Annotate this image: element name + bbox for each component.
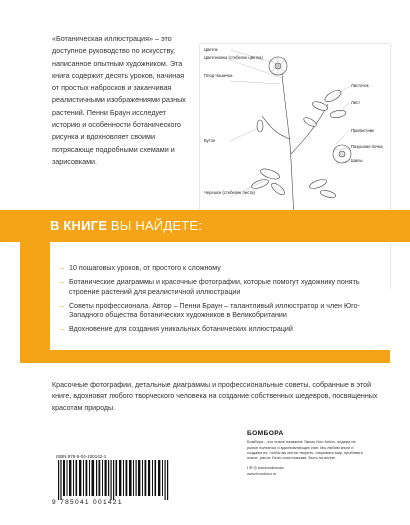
- barcode-icon: [52, 460, 180, 500]
- leaf: [323, 88, 343, 104]
- section-title-rest: ВЫ НАЙДЕТЕ:: [110, 218, 203, 233]
- bud: [257, 120, 263, 132]
- section-title: [50, 218, 202, 233]
- label-stipule: Прилистник: [351, 128, 374, 133]
- section-header-band: [0, 210, 410, 242]
- publisher-social: f ✉ ◎ bomborabooks: [247, 465, 284, 471]
- barcode-digits: 9 785041 001421: [52, 499, 123, 506]
- social-icons: f ✉ ◎: [247, 465, 258, 471]
- label-petiole: Черешок (стебелек листа): [204, 190, 255, 195]
- isbn-block: [52, 454, 180, 509]
- publisher-site[interactable]: www.bombora.ru: [247, 470, 277, 476]
- summary-text: Красочные фотографии, детальные диаграммы и профессиональные советы, собранные в этой книге, вдохновят любого творческого человека на создание собственных шедевров, посвященных красотам природы.: [52, 381, 378, 412]
- right-branch: [291, 104, 328, 154]
- intro-text: «Ботаническая иллюстрация» – это доступное руководство по искусству, написанное опытным художником. Эта книга содержит десять уроков, начиная от простых набросков и заканчивая реалистичными изображениями разных растений. Пенни Браун исследует историю и особенности ботанического рисунка и вдохновляет своими потрясающе подробными схемами и зарисовками.: [52, 34, 186, 166]
- feature-item: – Вдохновение для создания уникальных ботанических иллюстраций: [60, 325, 293, 334]
- isbn-label: ISBN 978-5-04-100142-1: [56, 454, 107, 459]
- label-flower: Цветок: [204, 47, 218, 52]
- feature-item: – Советы профессионала. Автор – Пенни Браун – талантливый иллюстратор и член Юго-Западного общества ботанических художников в Великобритании: [60, 301, 360, 320]
- publisher-logo: БОМБОРА: [247, 430, 284, 437]
- label-peduncle: Цветоножка (стебелек цветка): [204, 55, 263, 60]
- bullet-dash-icon: –: [60, 264, 64, 272]
- bullet-dash-icon: –: [60, 325, 64, 334]
- features-panel: [50, 242, 390, 350]
- label-prickle: Шипы: [351, 158, 363, 163]
- label-leaflet: Листочек: [351, 83, 369, 88]
- label-axillary-bud: Пазушная почка: [351, 144, 383, 149]
- publisher-block: [247, 431, 367, 476]
- bullet-dash-icon: –: [60, 278, 64, 287]
- left-branch: [262, 116, 290, 139]
- features-list: [50, 242, 390, 335]
- bullet-dash-icon: –: [60, 301, 64, 310]
- feature-item: – 10 пошаговых уроков, от простого к сложному: [60, 264, 221, 272]
- label-bud: Бутон: [204, 138, 216, 143]
- publisher-web: [247, 465, 367, 475]
- features-frame: [20, 242, 390, 363]
- publisher-description: Бомбора – это новое название Эксмо Non-fiction, лидера на рынке полезных и вдохновляющих книг. Мы любим книги и создаем их, чтобы вы могли творить, открывать мир, пробовать новое, расти. Быть счастливыми. Быть на волне.: [247, 439, 363, 461]
- section-title-bold: В КНИГЕ: [50, 218, 108, 233]
- label-fruit: Плод Чашечка: [204, 73, 233, 78]
- label-leaf: Лист: [351, 100, 361, 105]
- feature-item: – Ботанические диаграммы и красочные фотографии, которые помогут художнику понять строение растений для реалистичной иллюстрации: [60, 278, 360, 296]
